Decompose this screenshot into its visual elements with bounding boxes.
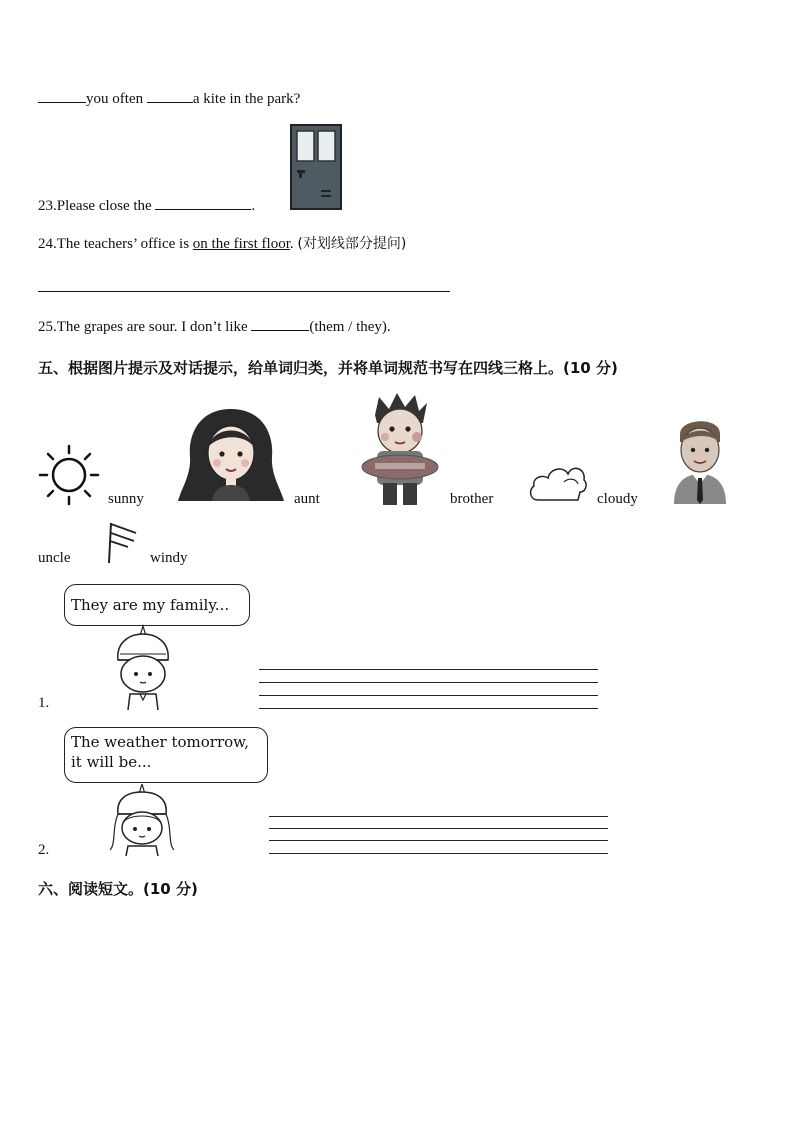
- question-25: [38, 316, 391, 336]
- section-5-title: 五、根据图片提示及对话提示，给单词归类，并将单词规范书写在四线三格上。(10 分): [38, 359, 618, 377]
- answer-blank[interactable]: [147, 88, 193, 103]
- period: .: [251, 198, 256, 214]
- question-24-text: 24.The teachers’ office is: [38, 236, 190, 252]
- word-sunny: sunny: [108, 491, 144, 507]
- word-cloudy: cloudy: [597, 491, 638, 507]
- door-icon: [290, 124, 342, 210]
- bubble-text-line-1: The weather tomorrow,: [71, 733, 249, 751]
- word-aunt: aunt: [294, 491, 320, 507]
- answer-line[interactable]: [38, 291, 450, 292]
- choice-text: (them / they).: [309, 319, 391, 335]
- question-25-text: 25.The grapes are sour. I don’t like: [38, 319, 248, 335]
- question-23-text: 23.Please close the: [38, 198, 152, 214]
- bubble-text: They are my family...: [71, 596, 230, 614]
- answer-blank[interactable]: [251, 316, 309, 331]
- instruction-text: (对划线部分提问): [297, 236, 407, 252]
- answer-blank[interactable]: [38, 88, 86, 103]
- sun-icon: [38, 444, 100, 506]
- answer-blank[interactable]: [155, 195, 251, 210]
- question-22-text-1: you often: [86, 91, 144, 107]
- question-22-text-2: a kite in the park?: [192, 91, 301, 107]
- question-24: [38, 233, 406, 253]
- word-uncle: uncle: [38, 550, 71, 566]
- item-number-1: 1.: [38, 695, 50, 711]
- bubble-text-line-2: it will be...: [71, 753, 152, 771]
- speech-bubble-2: [64, 727, 268, 783]
- item-number-2: 2.: [38, 842, 50, 858]
- word-windy: windy: [150, 550, 188, 566]
- cloud-icon: [526, 460, 588, 504]
- word-brother: brother: [450, 491, 494, 507]
- brother-picture: [355, 393, 445, 506]
- section-6-title: 六、阅读短文。(10 分): [38, 880, 198, 898]
- aunt-picture: [176, 407, 286, 503]
- four-line-grid-1[interactable]: [259, 669, 598, 709]
- boy-cartoon: [110, 624, 176, 710]
- flag-wind-icon: [106, 521, 140, 565]
- question-22: [38, 88, 300, 108]
- uncle-picture: [672, 414, 728, 504]
- four-line-grid-2[interactable]: [269, 816, 608, 856]
- period: .: [289, 236, 294, 252]
- speech-bubble-1: [64, 584, 250, 626]
- underlined-phrase: on the first floor: [192, 236, 290, 252]
- question-23: [38, 195, 255, 215]
- girl-cartoon: [106, 784, 178, 856]
